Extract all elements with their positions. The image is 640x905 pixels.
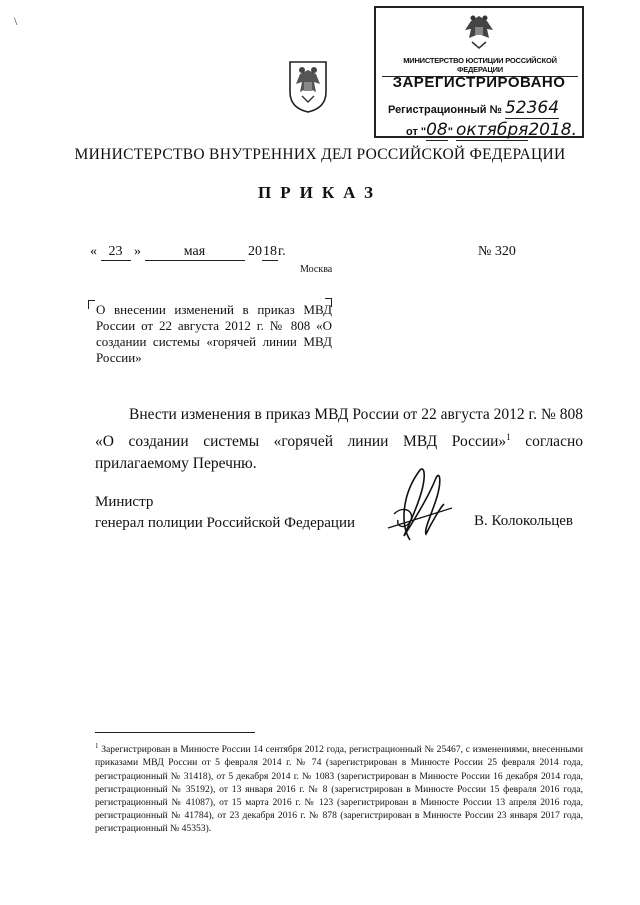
stamp-reg-number: 52364 [504, 98, 560, 118]
stamp-date-prefix: от " [406, 126, 427, 138]
order-title: ПРИКАЗ [258, 183, 382, 202]
date-day: 23 [101, 244, 131, 261]
order-date [90, 244, 286, 261]
corner-mark: \ [14, 14, 18, 28]
body-text-before: Внести изменения в приказ МВД России от 22 августа 2012 г. № 808 «О создании системы «горячей линии МВД России» [95, 406, 583, 451]
city: Москва [300, 264, 333, 275]
stamp-reg-label: Регистрационный № [388, 104, 502, 116]
footnote-mark: 1 [95, 742, 99, 750]
footnote [95, 740, 583, 836]
date-open-quote: « [90, 244, 97, 259]
position-line-1: Министр [95, 494, 154, 510]
signer-name: В. Колокольцев [474, 513, 573, 529]
date-month: мая [145, 244, 245, 261]
body-text-after: согласно прилагаемому Перечню. [95, 433, 583, 473]
registration-stamp [374, 6, 584, 138]
footnote-divider [95, 732, 255, 733]
position-line-2: генерал полиции Российской Федерации [95, 515, 356, 531]
stamp-registered-label: ЗАРЕГИСТРИРОВАНО [392, 74, 566, 91]
order-number [478, 244, 516, 260]
date-year-prefix: 20 [248, 244, 262, 259]
number-sign: № [478, 244, 492, 259]
stamp-date-year: 2018. [528, 120, 578, 140]
date-close-quote: » [134, 244, 141, 259]
order-body [95, 404, 583, 475]
stamp-emblem-icon [459, 12, 499, 52]
footnote-text: Зарегистрирован в Минюсте России 14 сентября 2012 года, регистрационный № 25467, с изменениями, внесенными приказами МВД России от 5 февраля 2014 г. № 74 (зарегистрирован в Минюсте России 25 февраля 2014 года, регистрационный № 31418), от 5 декабря 2014 г. № 1083 (зарегистрирован в Минюсте России 16 декабря 2014 года, регистрационный № 35192), от 13 января 2016 г. № 8 (зарегистрирован в Минюсте России 15 февраля 2016 года, регистрационный № 41087), от 15 марта 2016 г. № 123 (зарегистрирован в Минюсте России 13 апреля 2016 года, регистрационный № 41784), от 23 декабря 2016 г. № 878 (зарегистрирован в Минюсте России 23 января 2017 года, регистрационный № 45353). [95, 744, 583, 835]
handwritten-signature [380, 464, 466, 544]
stamp-registration-line [388, 98, 578, 119]
date-year-abbr: г. [278, 244, 286, 259]
ministry-title: МИНИСТЕРСТВО ВНУТРЕННИХ ДЕЛ РОССИЙСКОЙ ФЕДЕРАЦИИ [74, 146, 566, 163]
stamp-date-sep: " [447, 126, 453, 138]
number-value: 320 [494, 244, 516, 259]
stamp-date-line [406, 120, 582, 141]
signatory-position [95, 492, 355, 534]
coat-of-arms-emblem [286, 58, 330, 114]
date-year-suffix: 18 [263, 244, 277, 259]
order-subject: О внесении изменений в приказ МВД России от 22 августа 2012 г. № 808 «О создании системы «горячей линии МВД России» [96, 302, 332, 365]
body-footnote-mark: 1 [506, 432, 511, 442]
stamp-date-day: 08 [426, 120, 448, 140]
subject-bracket-left [88, 300, 95, 309]
stamp-ministry-name: МИНИСТЕРСТВО ЮСТИЦИИ РОССИЙСКОЙ ФЕДЕРАЦИИ [382, 56, 578, 77]
stamp-date-month: октября [456, 120, 529, 140]
